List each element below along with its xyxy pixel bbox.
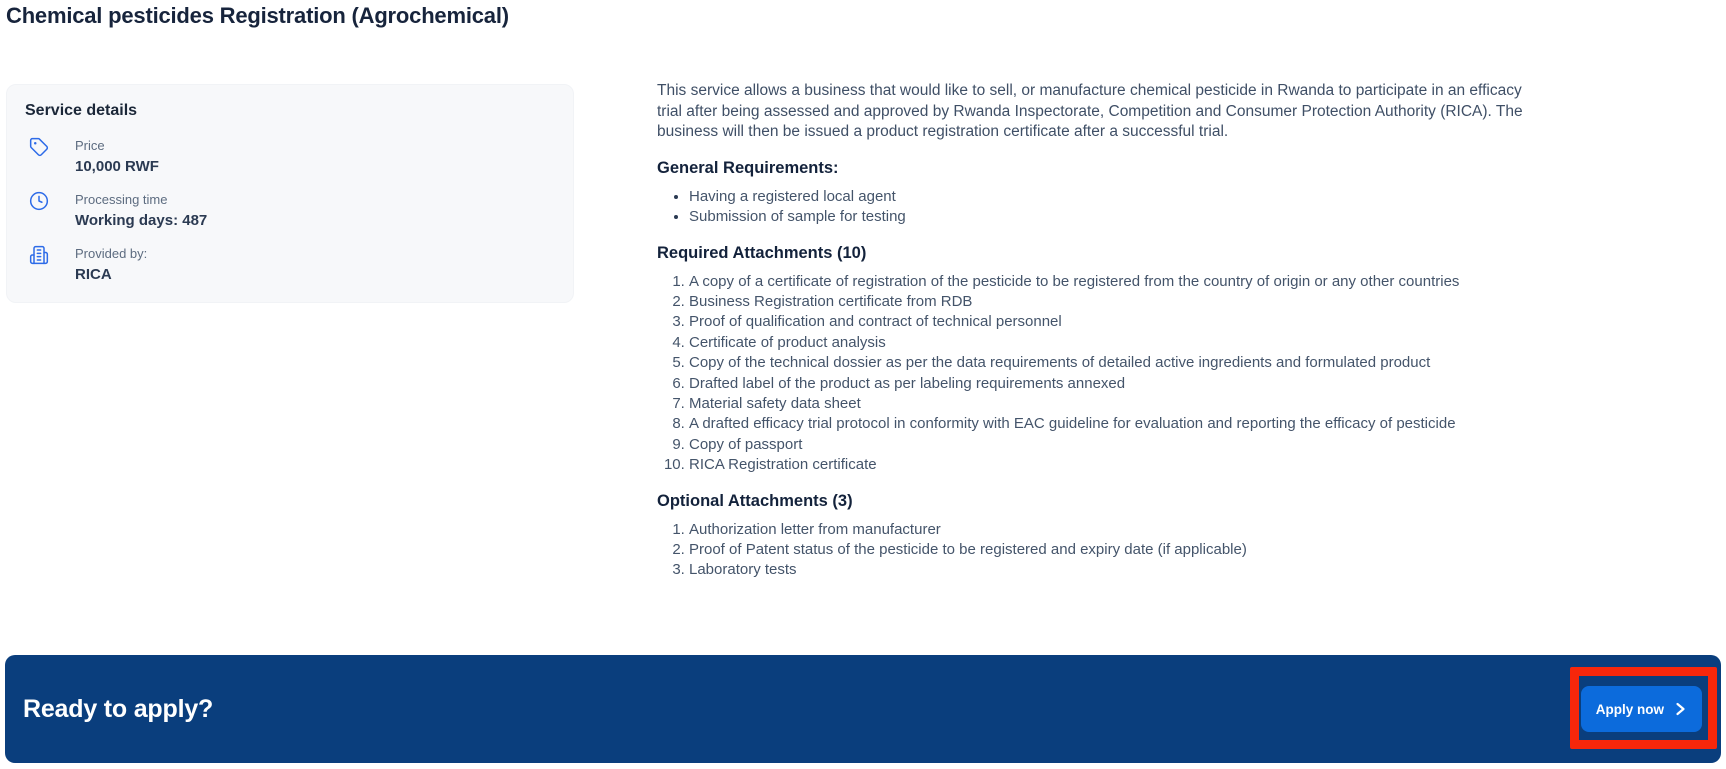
list-item: 10. RICA Registration certificate — [689, 455, 1537, 475]
apply-now-button[interactable] — [1581, 686, 1702, 732]
price-value: 10,000 RWF — [75, 158, 159, 175]
optional-attachments-heading: Optional Attachments (3) — [657, 491, 853, 510]
price-label: Price — [75, 138, 105, 153]
service-details-title: Service details — [25, 102, 138, 119]
list-item: 2. Business Registration certificate from RDB — [689, 292, 1537, 312]
building-icon — [29, 245, 49, 265]
list-item: 9. Copy of passport — [689, 435, 1537, 455]
required-attachments-heading: Required Attachments (10) — [657, 243, 867, 262]
price-row — [25, 137, 555, 176]
list-item: 4. Certificate of product analysis — [689, 333, 1537, 353]
list-item: 6. Drafted label of the product as per labeling requirements annexed — [689, 374, 1537, 394]
list-item: • Having a registered local agent — [689, 187, 1537, 207]
list-item: • Submission of sample for testing — [689, 207, 1537, 227]
provided-by-row — [25, 245, 555, 284]
list-item: 1. Authorization letter from manufacturer — [689, 520, 1537, 540]
list-item: 2. Proof of Patent status of the pesticide to be registered and expiry date (if applicable) — [689, 540, 1537, 560]
list-item: 1. A copy of a certificate of registration of the pesticide to be registered from the country of origin or any other countries — [689, 272, 1537, 292]
general-requirements-heading: General Requirements: — [657, 158, 839, 177]
apply-now-label: Apply now — [1595, 701, 1664, 717]
optional-attachments-list — [657, 520, 1537, 581]
tag-icon — [29, 137, 49, 157]
general-requirements-list — [657, 187, 1537, 228]
list-item: 3. Proof of qualification and contract of technical personnel — [689, 312, 1537, 332]
ready-to-apply-heading: Ready to apply? — [23, 694, 214, 723]
required-attachments-list — [657, 272, 1537, 476]
list-item: 8. A drafted efficacy trial protocol in conformity with EAC guideline for evaluation and reporting the efficacy of pesticide — [689, 414, 1537, 434]
ready-to-apply-banner — [5, 655, 1721, 763]
processing-time-value: Working days: 487 — [75, 212, 208, 229]
clock-icon — [29, 191, 49, 211]
processing-time-label: Processing time — [75, 192, 168, 207]
list-item: 5. Copy of the technical dossier as per the data requirements of detailed active ingredients and formulated product — [689, 353, 1537, 373]
list-item: 7. Material safety data sheet — [689, 394, 1537, 414]
processing-time-row — [25, 191, 555, 230]
service-details-card — [6, 84, 574, 303]
provided-by-value: RICA — [75, 266, 112, 283]
service-description-section — [657, 81, 1537, 591]
chevron-right-icon — [1673, 702, 1687, 716]
page-title: Chemical pesticides Registration (Agrochemical) — [6, 3, 509, 28]
service-description: This service allows a business that would like to sell, or manufacture chemical pesticide in Rwanda to participate in an efficacy trial after being assessed and approved by Rwanda Inspectorate, Competition and Consumer Protection Authority (RICA). The business will then be issued a product registration certificate after a successful trial. — [657, 82, 1523, 141]
list-item: 3. Laboratory tests — [689, 560, 1537, 580]
provided-by-label: Provided by: — [75, 246, 148, 261]
